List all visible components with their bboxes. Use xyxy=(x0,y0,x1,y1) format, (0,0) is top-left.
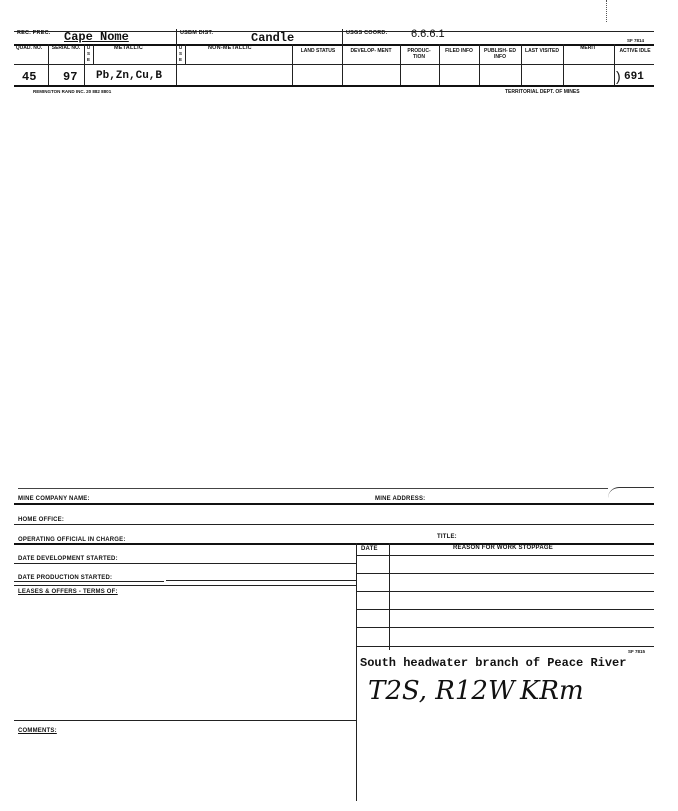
header-serial-no: SERIAL NO. xyxy=(51,45,81,51)
rule xyxy=(14,581,164,582)
date-column-header: DATE xyxy=(361,546,378,552)
card-top-edge xyxy=(18,488,608,489)
rule xyxy=(356,646,654,647)
footer-right: TERRITORIAL DEPT. OF MINES xyxy=(505,89,580,95)
header-land-status: LAND STATUS xyxy=(300,48,336,54)
usgs-coord-value: 6.6.6.1 xyxy=(411,28,445,40)
leases-offers-label: LEASES & OFFERS - TERMS OF: xyxy=(18,589,118,595)
usbm-dist-value: Candle xyxy=(251,31,295,45)
rule xyxy=(14,720,356,721)
header-quad-no: QUAD. NO. xyxy=(15,45,43,51)
footer-left: REMINGTON RAND INC. 20 882 8801 xyxy=(33,89,112,94)
form-code-top: SF 7814 xyxy=(627,38,645,43)
header-use-2: U S E xyxy=(178,45,183,62)
header-active-idle: ACTIVE IDLE xyxy=(619,48,651,54)
rule xyxy=(14,503,654,505)
divider xyxy=(93,44,94,64)
rec-prec-value: Cape Nome xyxy=(64,30,129,44)
form-code-bottom: SF 7815 xyxy=(628,649,646,654)
header-last-visited: LAST VISITED xyxy=(525,48,559,54)
typed-note: South headwater branch of Peace River xyxy=(360,656,627,670)
rule xyxy=(356,627,654,628)
rule xyxy=(356,609,654,610)
home-office-label: HOME OFFICE: xyxy=(18,517,65,523)
mine-company-name-label: MINE COMPANY NAME: xyxy=(18,496,90,502)
row-active-idle: 691 xyxy=(624,71,644,83)
comments-label: COMMENTS: xyxy=(18,728,57,734)
edge-mark xyxy=(606,0,607,22)
divider xyxy=(389,543,390,650)
header-filed-info: FILED INFO xyxy=(445,48,473,54)
header-development: DEVELOP- MENT xyxy=(350,48,392,54)
card-corner xyxy=(608,487,654,498)
header-rule xyxy=(14,64,654,65)
reason-column-header: REASON FOR WORK STOPPAGE xyxy=(453,545,553,551)
row-quad-no: 45 xyxy=(22,70,37,84)
header-non-metallic: NON-METALLIC xyxy=(208,45,252,51)
rule xyxy=(356,573,654,574)
handwritten-initials: KRm xyxy=(520,676,584,706)
header-production: PRODUC- TION xyxy=(407,48,431,60)
divider xyxy=(342,29,343,85)
rule xyxy=(166,580,356,581)
header-use-1: U S E xyxy=(86,45,91,62)
title-label: TITLE: xyxy=(437,534,457,540)
rule xyxy=(356,555,654,556)
rule xyxy=(14,524,654,525)
divider xyxy=(356,543,357,801)
rule xyxy=(356,591,654,592)
rule xyxy=(14,543,654,545)
rec-prec-label: REC. PREC. xyxy=(17,30,51,36)
header-published-info: PUBLISH- ED INFO xyxy=(484,48,516,60)
header-metallic: METALLIC xyxy=(114,45,143,51)
header-merit: MERIT xyxy=(580,45,596,51)
rule xyxy=(14,563,356,564)
bracket-mark: ) xyxy=(616,68,621,84)
date-development-label: DATE DEVELOPMENT STARTED: xyxy=(18,556,118,562)
divider xyxy=(176,29,177,85)
operating-official-label: OPERATING OFFICIAL IN CHARGE: xyxy=(18,537,126,543)
row-serial-no: 97 xyxy=(63,70,78,84)
date-production-label: DATE PRODUCTION STARTED: xyxy=(18,575,113,581)
mine-address-label: MINE ADDRESS: xyxy=(375,496,426,502)
usgs-coord-label: USGS COORD. xyxy=(346,30,388,36)
rule xyxy=(14,585,356,586)
usbm-dist-label: USBM DIST. xyxy=(180,30,214,36)
row-metallic: Pb,Zn,Cu,B xyxy=(96,70,163,82)
top-rule xyxy=(14,44,654,46)
handwritten-location: T2S, R12W xyxy=(368,676,515,706)
bottom-rule xyxy=(14,85,654,87)
divider xyxy=(185,44,186,64)
